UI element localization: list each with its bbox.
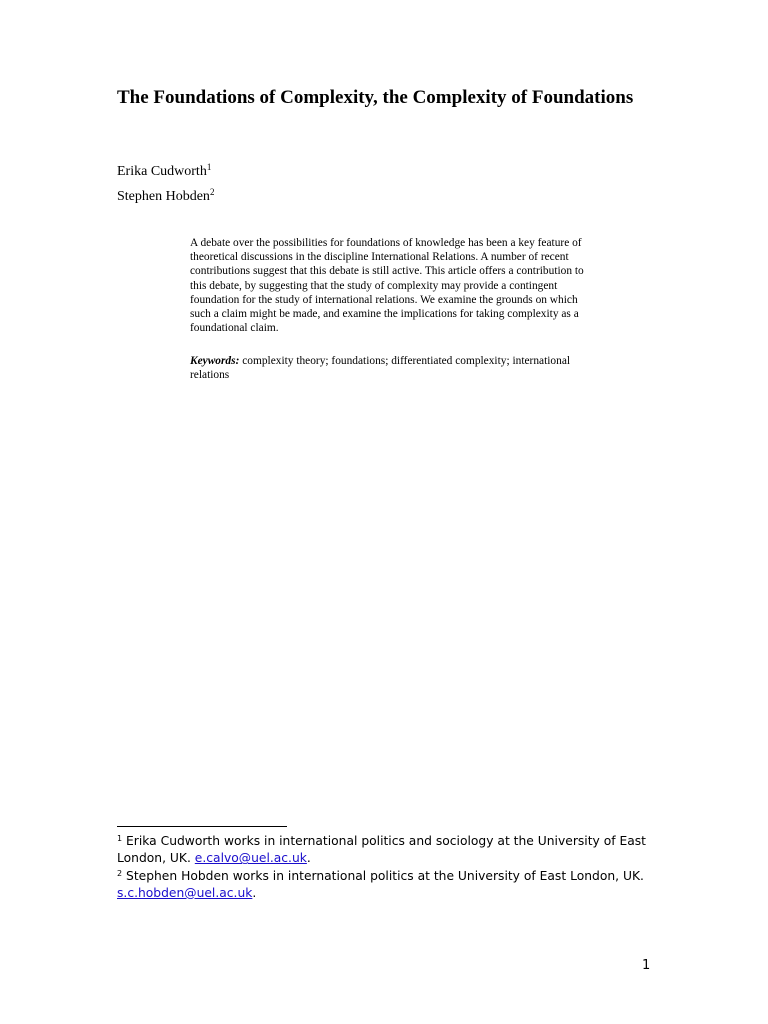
footnote-separator xyxy=(117,826,287,827)
footnote-text: Erika Cudworth works in international politics and sociology at the University of East London, UK. xyxy=(117,834,646,866)
author-2 xyxy=(117,188,214,206)
paper-title: The Foundations of Complexity, the Complexity of Foundations xyxy=(117,87,634,108)
email-link[interactable]: s.c.hobden@uel.ac.uk xyxy=(117,885,253,900)
keywords-label: Keywords: xyxy=(190,355,240,367)
keywords xyxy=(190,354,590,382)
footnote-2 xyxy=(117,868,647,903)
abstract: A debate over the possibilities for foundations of knowledge has been a key feature of theoretical discussions in the discipline International Relations. A number of recent contributions suggest that this debate is still active. This article offers a contribution to this debate, by suggesting that the study of complexity may provide a contingent foundation for the study of international relations. We examine the grounds on which such a claim might be made, and examine the implications for taking complexity as a foundational claim. xyxy=(190,237,584,335)
footnotes xyxy=(117,833,647,902)
footnote-marker: 1 xyxy=(117,834,123,843)
footnote-1 xyxy=(117,833,647,868)
author-footnote-marker[interactable]: 2 xyxy=(209,187,215,197)
footnote-marker: 2 xyxy=(117,868,123,878)
footnote-end: . xyxy=(306,851,311,866)
author-name: Stephen Hobden xyxy=(117,189,210,204)
author-1 xyxy=(117,163,211,181)
email-link[interactable]: e.calvo@uel.ac.uk xyxy=(194,851,307,866)
page-number: 1 xyxy=(642,958,651,973)
keywords-list: complexity theory; foundations; differentiated complexity; international relations xyxy=(190,355,571,382)
author-footnote-marker[interactable]: 1 xyxy=(206,162,212,172)
footnote-text: Stephen Hobden works in international politics at the University of East London, UK. xyxy=(126,868,644,883)
footnote-end: . xyxy=(252,885,257,900)
author-name: Erika Cudworth xyxy=(117,164,207,179)
